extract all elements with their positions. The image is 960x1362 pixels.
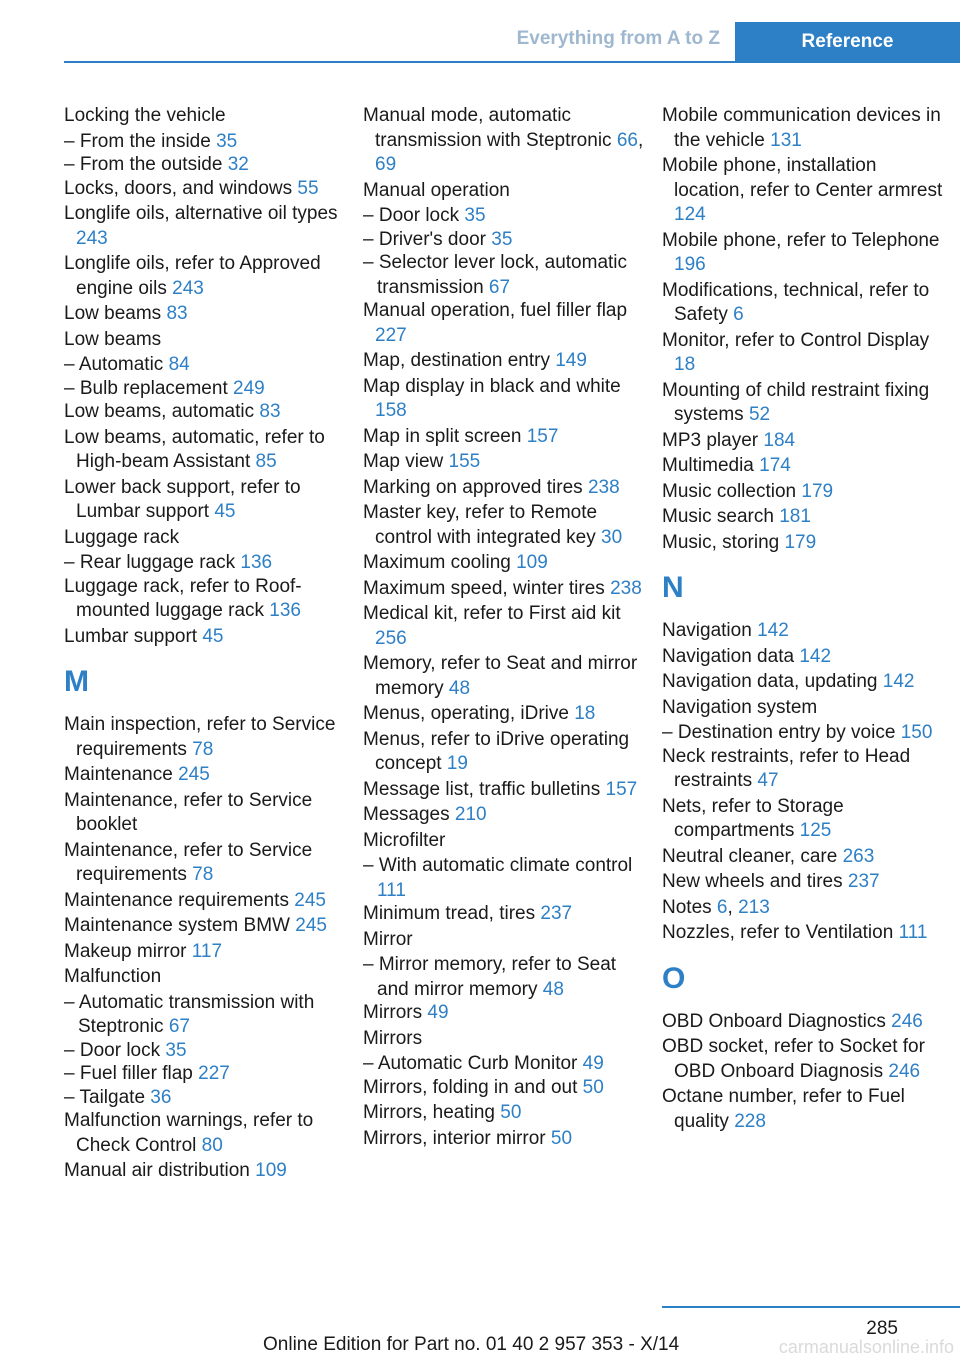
entry-text: Luggage rack, refer to Roof-mounted luggage rack [64,575,302,621]
entry-text: Nozzles, refer to Ventilation [662,922,899,943]
subentry-dash: – [64,552,80,573]
page-reference-link[interactable]: 263 [842,845,875,867]
page-reference-link[interactable]: 184 [763,429,796,451]
page-reference-link[interactable]: 142 [757,620,789,641]
page-reference-link[interactable]: 83 [259,401,281,422]
page-reference-link[interactable]: 35 [216,130,238,152]
entry-text: Locking the vehicle [64,105,226,126]
subentry-dash: – [363,1053,378,1074]
index-entry [64,526,354,551]
entry-text: Mirrors, heating [363,1102,501,1123]
subentry-dash: – [64,154,80,175]
index-subentry [64,991,354,1040]
index-subentry [64,1039,354,1064]
entry-text: Fuel filler flap [79,1063,199,1084]
index-entry [662,795,952,844]
entry-text: Lower back support, refer to Lumbar support [64,476,301,522]
index-subentry [64,130,354,155]
entry-text: Automatic Curb Monitor [377,1053,583,1074]
entry-text: Manual operation [363,179,510,201]
entry-text: From the outside [79,154,228,175]
index-subentry [363,1052,653,1077]
page-reference-link[interactable]: 6 [733,304,744,325]
page-reference-link[interactable]: 78 [192,738,214,760]
page-reference-link[interactable]: 50 [550,1127,573,1149]
index-entry [363,1076,653,1101]
entry-text: Main inspection, refer to Service requirements [64,714,336,760]
index-entry: Manual mode, automatic transmission with Steptronic 66, 69 [363,105,644,175]
index-entry [363,450,653,475]
page-reference-link[interactable]: 111 [377,879,406,901]
index-entry [363,577,653,602]
page-reference-link[interactable]: 48 [542,978,564,1000]
index-entry [662,454,952,479]
subentry-dash: – [363,228,379,250]
entry-text: Malfunction [64,966,162,987]
index-entry [64,965,354,990]
index-entry [662,531,952,556]
page-reference-link[interactable]: 19 [446,753,468,774]
entry-text: OBD socket, refer to Socket for OBD Onboard Diagnosis [662,1036,925,1082]
entry-text: Manual mode, automatic transmission with Steptronic [363,105,617,151]
entry-text: Map view [363,451,449,472]
index-entry [363,829,653,854]
entry-text: Automatic [78,354,169,375]
page-reference-link[interactable]: 174 [759,455,791,476]
entry-text: Malfunction warnings, refer to Check Control [64,1110,314,1156]
page-reference-link[interactable]: 181 [779,506,811,527]
entry-text: Longlife oils, refer to Approved engine oils [64,253,321,299]
index-entry [363,652,653,701]
index-entry [64,400,354,425]
entry-text: Navigation data, updating [662,671,883,692]
index-entry [662,745,952,794]
index-column-2 [363,104,653,1152]
entry-text: Low beams [64,328,162,350]
page-reference-link[interactable]: 131 [770,129,802,151]
entry-text: Map display in black and white [363,375,621,397]
entry-text: With automatic climate control [378,855,633,876]
index-subentry [662,721,952,746]
page-reference-link[interactable]: 227 [198,1063,230,1084]
subentry-dash: – [64,991,79,1013]
subentry-dash: – [64,1063,80,1084]
index-column-3 [662,104,952,1135]
page-reference-link[interactable]: 245 [295,915,327,936]
entry-text: Navigation system [662,696,818,718]
entry-text: Driver's door [378,228,492,250]
page-reference-link[interactable]: 45 [202,625,224,647]
entry-text: Mirrors [363,1002,428,1023]
entry-text: Tailgate [79,1086,151,1108]
entry-text: Maintenance [64,764,179,785]
subentry-dash: – [64,1039,80,1061]
index-entry [363,778,653,803]
index-entry [662,229,952,278]
index-subentry [363,204,653,229]
page-reference-link[interactable]: 85 [255,451,277,472]
index-entry [662,154,952,228]
page-reference-link[interactable]: 35 [464,205,486,226]
entry-text: Master key, refer to Remote control with integrated key [363,502,602,548]
page-reference-link[interactable]: 52 [748,404,771,425]
entry-text: Manual operation, fuel filler flap [363,300,628,321]
entry-text: Door lock [79,1039,166,1061]
index-entry [64,328,354,353]
entry-text: Maintenance requirements [64,889,295,911]
page-reference-link[interactable]: 45 [214,501,236,522]
subentry-dash: – [363,855,379,876]
entry-text: Mobile communication devices in the vehicle [662,105,941,151]
entry-text: Selector lever lock, automatic transmission [377,252,628,298]
entry-text: OBD Onboard Diagnostics [662,1010,892,1032]
index-entry [662,279,952,328]
entry-text: Low beams, automatic [64,401,260,422]
index-entry [64,575,354,624]
index-entry [64,202,354,251]
entry-text: Memory, refer to Seat and mirror memory [363,653,638,699]
page-reference-link[interactable]: 80 [201,1134,223,1156]
index-entry [64,177,354,202]
entry-text: Map, destination entry [363,350,556,371]
index-entry [662,104,952,153]
index-entry [363,179,653,204]
page-reference-link[interactable]: 245 [294,889,326,911]
page-reference-link[interactable]: 109 [516,552,548,573]
page-reference-link[interactable]: 238 [610,577,642,599]
index-entry [662,845,952,870]
index-entry [363,501,653,550]
entry-text: Rear luggage rack [79,552,241,573]
entry-text: Menus, operating, iDrive [363,703,575,724]
page-reference-link[interactable]: 237 [847,871,880,892]
page-reference-link[interactable]: 35 [491,228,513,250]
entry-text: Manual air distribution [64,1160,256,1181]
index-subentry [363,228,653,253]
page-reference-link[interactable]: 150 [900,722,933,743]
index-entry [363,902,653,927]
page-reference-link[interactable]: 111 [898,922,928,943]
entry-text: Locks, doors, and windows [64,177,298,199]
entry-text: Menus, refer to iDrive operating concept [363,728,630,774]
footer-rule [662,1306,960,1308]
index-subentry [64,377,354,402]
index-entry [662,1085,952,1134]
index-subentry [64,153,354,178]
index-entry [662,429,952,454]
page-reference-link[interactable]: 36 [150,1086,172,1108]
subentry-dash: – [64,377,80,399]
page-reference-link[interactable]: 238 [587,476,620,498]
index-entry [64,789,354,838]
index-subentry [363,953,653,1002]
page-reference-link[interactable]: 213 [738,896,770,918]
page-reference-link[interactable]: 109 [255,1160,287,1181]
entry-text: Mirror [363,928,413,950]
entry-text: Luggage rack [64,526,180,548]
entry-text: Marking on approved tires [363,476,588,498]
index-entry [363,1027,653,1052]
entry-text: Microfilter [363,829,446,851]
page-reference-link[interactable]: 49 [582,1053,604,1074]
entry-text: Music collection [662,480,802,502]
entry-text: Notes [662,896,717,918]
page-number: 285 [866,1318,898,1339]
page-reference-link[interactable]: 179 [784,531,817,553]
page-reference-link[interactable]: 55 [297,177,319,199]
index-entry: Notes 6, 213 [662,896,770,918]
page-reference-link[interactable]: 50 [582,1076,604,1098]
entry-text: Nets, refer to Storage compartments [662,795,844,841]
index-entry [64,426,354,475]
entry-text: Map in split screen [363,425,527,447]
subentry-dash: – [363,205,379,226]
page-reference-link[interactable]: 136 [240,552,273,573]
index-entry [363,476,653,501]
entry-text: Octane number, refer to Fuel quality [662,1086,905,1132]
page-reference-link[interactable]: 83 [166,303,188,324]
page-reference-link[interactable]: 155 [448,451,481,472]
index-subentry [64,353,354,378]
page-reference-link[interactable]: 117 [191,940,223,962]
entry-text: Destination entry by voice [677,722,901,743]
index-entry [363,1127,653,1152]
index-column-1 [64,104,354,1185]
page-reference-link[interactable]: 243 [76,227,108,249]
entry-text: Minimum tread, tires [363,903,541,924]
page-reference-link[interactable]: 158 [375,400,407,421]
index-entry [363,1101,653,1126]
index-entry [363,551,653,576]
entry-text: Neutral cleaner, care [662,845,843,867]
running-header-section: Everything from A to Z [516,28,720,49]
index-entry [662,505,952,530]
index-subentry [64,551,354,576]
page-reference-link[interactable]: 67 [488,276,511,298]
page-reference-link[interactable]: 32 [227,154,249,175]
entry-text: Mounting of child restraint fixing systems [662,379,930,425]
index-entry [64,889,354,914]
index-entry [64,104,354,129]
entry-text: Mirrors, folding in and out [363,1076,583,1098]
index-entry [363,928,653,953]
entry-text: Monitor, refer to Control Display [662,329,930,351]
page-reference-link[interactable]: 149 [555,350,587,371]
index-subentry [64,1086,354,1111]
page-reference-link[interactable]: 179 [801,480,834,502]
index-entry [64,713,354,762]
entry-text: Mobile phone, refer to Telephone [662,229,940,251]
page-reference-link[interactable]: 78 [192,864,214,885]
entry-text: Modifications, technical, refer to Safety [662,279,930,325]
entry-text: Maintenance system BMW [64,915,296,936]
index-letter-heading: O [662,961,686,995]
entry-text: Low beams, automatic, refer to High-beam Assistant [64,426,325,472]
entry-text: Maximum speed, winter tires [363,577,611,599]
index-entry [363,602,653,651]
page-reference-link[interactable]: 246 [888,1060,921,1082]
page-reference-link[interactable]: 210 [454,804,487,825]
index-subentry [64,1062,354,1087]
index-letter-heading: M [64,665,89,698]
entry-text: Maintenance, refer to Service booklet [64,789,313,835]
entry-text: Multimedia [662,455,760,476]
page-reference-link[interactable]: 227 [375,324,407,346]
subentry-dash: – [64,354,79,375]
entry-text: Mobile phone, installation location, refer to Center armrest [662,155,943,201]
index-entry [64,1109,354,1158]
page-reference-link[interactable]: 49 [427,1002,449,1023]
page-reference-link[interactable]: 18 [574,703,596,724]
index-entry [64,302,354,327]
index-entry [64,763,354,788]
subentry-dash: – [64,130,80,152]
entry-text: From the inside [79,130,217,152]
page-reference-link[interactable]: 246 [891,1010,923,1032]
index-entry [662,1035,952,1084]
entry-text: Navigation [662,620,758,641]
page-reference-link[interactable]: 142 [882,671,915,692]
entry-text: Music search [662,506,780,527]
entry-text: Music, storing [662,531,785,553]
page-reference-link[interactable]: 50 [500,1102,522,1123]
index-entry [64,625,354,650]
index-subentry [363,854,653,903]
subentry-dash: – [363,252,379,273]
page-reference-link[interactable]: 48 [448,677,471,699]
page-reference-link[interactable]: 243 [172,277,204,299]
page-reference-link[interactable]: 249 [233,377,265,399]
entry-text: Low beams [64,303,167,324]
header-rule [64,61,960,63]
page-reference-link[interactable]: 136 [269,600,301,621]
index-entry [64,914,354,939]
page-reference-link[interactable]: 84 [168,354,190,375]
index-entry [64,940,354,965]
index-entry [363,803,653,828]
entry-text: Maintenance, refer to Service requirements [64,839,313,885]
index-entry [363,375,653,424]
subentry-dash: – [363,954,379,975]
entry-text: Lumbar support [64,625,203,647]
page-reference-link[interactable]: 124 [674,204,706,225]
index-entry [64,839,354,888]
index-entry [662,619,952,644]
entry-text: Longlife oils, alternative oil types [64,203,338,224]
entry-text: Message list, traffic bulletins [363,778,606,800]
page-reference-link[interactable]: 196 [674,254,706,275]
index-entry [662,921,952,946]
page-reference-link[interactable]: 256 [375,627,407,649]
page-reference-link[interactable]: 67 [168,1016,190,1037]
index-entry [363,299,653,348]
index-entry [363,702,653,727]
index-entry [662,329,952,378]
running-header-tab: Reference [735,22,960,62]
entry-text: Mirrors, interior mirror [363,1127,551,1149]
index-entry [662,645,952,670]
page-reference-link[interactable]: 6 [716,896,728,918]
index-entry [662,1010,952,1035]
page-reference-link[interactable]: 69 [375,154,397,175]
page-reference-link[interactable]: 47 [757,770,779,791]
index-entry [363,349,653,374]
page-reference-link[interactable]: 228 [734,1110,766,1132]
page-reference-link[interactable]: 245 [178,764,210,785]
index-subentry [363,251,653,300]
page-reference-link[interactable]: 30 [601,526,623,548]
page-reference-link[interactable]: 157 [605,778,638,800]
index-entry [64,476,354,525]
page-reference-link[interactable]: 237 [540,903,573,924]
index-entry [662,696,952,721]
entry-text: Messages [363,804,455,825]
page-reference-link[interactable]: 18 [674,354,696,375]
index-entry [662,379,952,428]
index-entry [363,425,653,450]
page-reference-link[interactable]: 35 [165,1039,187,1061]
index-entry [662,870,952,895]
entry-text: Neck restraints, refer to Head restraints [662,745,911,791]
entry-text: Mirror memory, refer to Seat and mirror memory [377,954,617,1000]
entry-text: Makeup mirror [64,940,192,962]
edition-note: Online Edition for Part no. 01 40 2 957 353 - X/14 [263,1334,680,1355]
entry-text: Maximum cooling [363,552,517,573]
page-reference-link[interactable]: 142 [799,645,832,667]
entry-text: Mirrors [363,1027,423,1049]
page-reference-link[interactable]: 157 [526,425,559,447]
entry-text: Bulb replacement [79,377,234,399]
entry-text: Medical kit, refer to First aid kit [363,603,621,624]
entry-text: Automatic transmission with Steptronic [78,991,315,1037]
page-reference-link[interactable]: 66 [616,129,638,151]
index-entry [662,670,952,695]
index-entry [64,1159,354,1184]
index-letter-heading: N [662,571,684,604]
index-entry [662,480,952,505]
entry-text: Door lock [378,205,465,226]
entry-text: MP3 player [662,429,764,451]
entry-text: New wheels and tires [662,871,848,892]
index-entry [64,252,354,301]
index-entry [363,1001,653,1026]
index-entry [363,728,653,777]
subentry-dash: – [662,722,678,743]
entry-text: Navigation data [662,645,800,667]
watermark: carmanualsonline.info [778,1337,954,1357]
subentry-dash: – [64,1086,80,1108]
page-reference-link[interactable]: 125 [799,820,832,841]
